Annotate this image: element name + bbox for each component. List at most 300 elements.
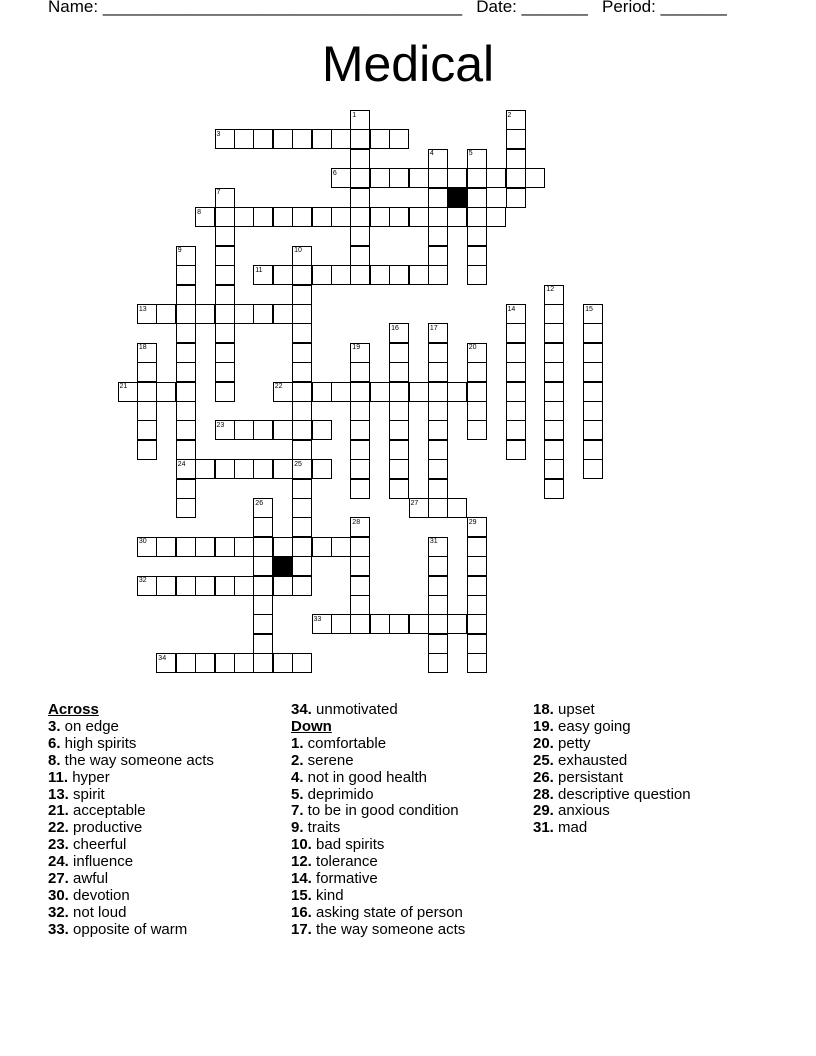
grid-cell[interactable] bbox=[583, 440, 603, 460]
grid-cell[interactable] bbox=[428, 168, 448, 188]
clue-number: 28 bbox=[352, 518, 361, 526]
clue-number: 15 bbox=[585, 305, 593, 313]
grid-cell[interactable] bbox=[350, 479, 370, 499]
grid-cell[interactable] bbox=[428, 595, 448, 615]
grid-cell[interactable] bbox=[137, 401, 157, 421]
grid-cell[interactable] bbox=[467, 634, 487, 654]
grid-cell[interactable] bbox=[215, 265, 235, 285]
grid-cell[interactable] bbox=[350, 595, 370, 615]
clue-number: 1 bbox=[352, 111, 357, 119]
grid-cell[interactable] bbox=[467, 207, 487, 227]
grid-cell[interactable] bbox=[234, 420, 254, 440]
clue-item-text: the way someone acts bbox=[311, 920, 466, 938]
grid-cell[interactable] bbox=[176, 265, 196, 285]
grid-cell[interactable] bbox=[215, 323, 235, 343]
grid-cell[interactable] bbox=[292, 556, 312, 576]
grid-cell[interactable] bbox=[292, 343, 312, 363]
grid-cell[interactable] bbox=[215, 576, 235, 596]
grid-cell[interactable] bbox=[428, 401, 448, 421]
grid-cell[interactable] bbox=[467, 168, 487, 188]
grid-cell[interactable] bbox=[215, 362, 235, 382]
grid-cell[interactable] bbox=[234, 459, 254, 479]
grid-cell[interactable] bbox=[176, 382, 196, 402]
grid-cell[interactable] bbox=[544, 459, 564, 479]
grid-cell[interactable] bbox=[350, 265, 370, 285]
grid-cell[interactable] bbox=[176, 401, 196, 421]
clue-item-number: 20. bbox=[533, 734, 554, 752]
clue-item bbox=[48, 820, 214, 837]
grid-cell[interactable] bbox=[350, 207, 370, 227]
grid-cell[interactable] bbox=[176, 285, 196, 305]
grid-cell[interactable] bbox=[544, 323, 564, 343]
grid-cell[interactable] bbox=[389, 265, 409, 285]
clue-number: 27 bbox=[410, 499, 419, 507]
clue-item bbox=[48, 803, 214, 820]
grid-cell[interactable] bbox=[506, 188, 526, 208]
grid-cell[interactable] bbox=[525, 168, 545, 188]
clue-item-text: persistant bbox=[553, 768, 624, 786]
clue-item-number: 33. bbox=[48, 920, 69, 938]
grid-cell[interactable] bbox=[331, 129, 351, 149]
grid-cell[interactable] bbox=[292, 440, 312, 460]
grid-cell[interactable] bbox=[447, 382, 467, 402]
grid-cell[interactable] bbox=[389, 614, 409, 634]
grid-cell[interactable] bbox=[467, 595, 487, 615]
grid-cell[interactable] bbox=[215, 226, 235, 246]
grid-cell[interactable] bbox=[370, 614, 390, 634]
clue-item bbox=[48, 837, 214, 854]
grid-cell[interactable] bbox=[467, 653, 487, 673]
clue-item-text: bad spirits bbox=[311, 836, 385, 854]
clue-item bbox=[533, 770, 691, 787]
grid-cell[interactable] bbox=[506, 401, 526, 421]
grid-cell[interactable] bbox=[506, 168, 526, 188]
grid-cell[interactable] bbox=[428, 343, 448, 363]
grid-cell[interactable] bbox=[583, 420, 603, 440]
clue-item-text: descriptive question bbox=[553, 785, 691, 803]
grid-cell[interactable] bbox=[234, 129, 254, 149]
clue-item-number: 17. bbox=[291, 920, 312, 938]
grid-cell[interactable] bbox=[428, 576, 448, 596]
grid-cell[interactable] bbox=[428, 382, 448, 402]
grid-cell[interactable] bbox=[428, 459, 448, 479]
grid-cell[interactable] bbox=[370, 168, 390, 188]
clue-item-text: high spirits bbox=[60, 734, 137, 752]
clue-item bbox=[291, 770, 465, 787]
grid-cell[interactable] bbox=[292, 401, 312, 421]
grid-cell[interactable] bbox=[350, 382, 370, 402]
grid-cell[interactable] bbox=[428, 420, 448, 440]
grid-cell[interactable] bbox=[215, 343, 235, 363]
grid-cell[interactable] bbox=[544, 440, 564, 460]
grid-cell[interactable] bbox=[195, 304, 215, 324]
grid-cell[interactable] bbox=[234, 653, 254, 673]
grid-cell[interactable] bbox=[312, 207, 332, 227]
clue-item-text: unmotivated bbox=[311, 701, 398, 718]
grid-cell[interactable] bbox=[253, 595, 273, 615]
grid-cell[interactable] bbox=[428, 479, 448, 499]
grid-cell[interactable] bbox=[350, 440, 370, 460]
grid-cell[interactable] bbox=[292, 517, 312, 537]
grid-cell[interactable] bbox=[506, 149, 526, 169]
grid-cell[interactable] bbox=[137, 420, 157, 440]
grid-cell[interactable] bbox=[273, 459, 293, 479]
grid-cell[interactable] bbox=[350, 129, 370, 149]
grid-cell[interactable] bbox=[350, 149, 370, 169]
grid-cell[interactable] bbox=[428, 498, 448, 518]
grid-cell[interactable] bbox=[506, 420, 526, 440]
grid-cell[interactable] bbox=[176, 576, 196, 596]
black-cell bbox=[273, 556, 293, 576]
grid-cell[interactable] bbox=[292, 498, 312, 518]
clue-item-text: not loud bbox=[68, 903, 127, 921]
clue-item-text: acceptable bbox=[68, 802, 146, 820]
grid-cell[interactable] bbox=[350, 459, 370, 479]
grid-cell[interactable] bbox=[195, 653, 215, 673]
grid-cell[interactable] bbox=[467, 265, 487, 285]
grid-cell[interactable] bbox=[428, 653, 448, 673]
period-blank[interactable]: _______ bbox=[660, 0, 727, 16]
grid-cell[interactable] bbox=[583, 362, 603, 382]
clue-item-text: asking state of person bbox=[311, 903, 463, 921]
grid-cell[interactable] bbox=[370, 129, 390, 149]
grid-cell[interactable] bbox=[447, 614, 467, 634]
grid-cell[interactable] bbox=[137, 382, 157, 402]
clue-item-number: 25. bbox=[533, 751, 554, 769]
grid-cell[interactable] bbox=[467, 246, 487, 266]
grid-cell[interactable] bbox=[215, 285, 235, 305]
grid-cell[interactable] bbox=[428, 207, 448, 227]
clue-item-text: exhausted bbox=[553, 751, 628, 769]
clue-item-number: 4. bbox=[291, 768, 304, 786]
clue-item-text: on edge bbox=[60, 717, 119, 735]
grid-cell[interactable] bbox=[273, 537, 293, 557]
clue-item bbox=[291, 803, 465, 820]
grid-cell[interactable] bbox=[176, 498, 196, 518]
grid-cell[interactable] bbox=[331, 537, 351, 557]
grid-cell[interactable] bbox=[467, 420, 487, 440]
grid-cell[interactable] bbox=[428, 362, 448, 382]
grid-cell[interactable] bbox=[156, 304, 176, 324]
grid-cell[interactable] bbox=[234, 576, 254, 596]
grid-cell[interactable] bbox=[389, 401, 409, 421]
grid-cell[interactable] bbox=[273, 129, 293, 149]
grid-cell[interactable] bbox=[253, 459, 273, 479]
grid-cell[interactable] bbox=[137, 440, 157, 460]
grid-cell[interactable] bbox=[195, 537, 215, 557]
clue-item-text: petty bbox=[553, 734, 591, 752]
grid-cell[interactable] bbox=[292, 304, 312, 324]
grid-cell[interactable] bbox=[215, 304, 235, 324]
clue-item bbox=[48, 922, 214, 939]
clue-number: 31 bbox=[429, 538, 438, 546]
name-blank[interactable]: ______________________________________ bbox=[102, 0, 463, 16]
grid-cell[interactable] bbox=[370, 207, 390, 227]
grid-cell[interactable] bbox=[409, 614, 429, 634]
grid-cell[interactable] bbox=[583, 401, 603, 421]
grid-cell[interactable] bbox=[312, 265, 332, 285]
grid-cell[interactable] bbox=[583, 459, 603, 479]
clues-column-3 bbox=[533, 702, 691, 837]
clue-number: 17 bbox=[429, 324, 438, 332]
grid-cell[interactable] bbox=[273, 653, 293, 673]
grid-cell[interactable] bbox=[253, 517, 273, 537]
grid-cell[interactable] bbox=[312, 459, 332, 479]
grid-cell[interactable] bbox=[506, 362, 526, 382]
grid-cell[interactable] bbox=[409, 265, 429, 285]
clue-item bbox=[291, 787, 465, 804]
grid-cell[interactable] bbox=[486, 207, 506, 227]
grid-cell[interactable] bbox=[215, 246, 235, 266]
grid-cell[interactable] bbox=[350, 614, 370, 634]
grid-cell[interactable] bbox=[273, 304, 293, 324]
grid-cell[interactable] bbox=[467, 401, 487, 421]
grid-cell[interactable] bbox=[176, 323, 196, 343]
grid-cell[interactable] bbox=[389, 207, 409, 227]
grid-cell[interactable] bbox=[234, 207, 254, 227]
clue-number: 19 bbox=[352, 344, 361, 352]
clue-number: 14 bbox=[507, 305, 516, 313]
grid-cell[interactable] bbox=[253, 537, 273, 557]
grid-cell[interactable] bbox=[350, 188, 370, 208]
grid-cell[interactable] bbox=[292, 207, 312, 227]
grid-cell[interactable] bbox=[215, 653, 235, 673]
grid-cell[interactable] bbox=[506, 323, 526, 343]
grid-cell[interactable] bbox=[292, 323, 312, 343]
grid-cell[interactable] bbox=[467, 614, 487, 634]
clue-number: 24 bbox=[177, 460, 186, 468]
grid-cell[interactable] bbox=[215, 537, 235, 557]
grid-cell[interactable] bbox=[506, 129, 526, 149]
grid-cell[interactable] bbox=[331, 207, 351, 227]
clue-item bbox=[48, 719, 214, 736]
clue-number: 33 bbox=[313, 615, 322, 623]
grid-cell[interactable] bbox=[447, 207, 467, 227]
grid-cell[interactable] bbox=[253, 614, 273, 634]
grid-cell[interactable] bbox=[350, 168, 370, 188]
grid-cell[interactable] bbox=[176, 420, 196, 440]
clue-number: 30 bbox=[138, 538, 147, 546]
grid-cell[interactable] bbox=[292, 265, 312, 285]
grid-cell[interactable] bbox=[544, 382, 564, 402]
grid-cell[interactable] bbox=[331, 614, 351, 634]
grid-cell[interactable] bbox=[176, 440, 196, 460]
grid-cell[interactable] bbox=[428, 265, 448, 285]
grid-cell[interactable] bbox=[176, 304, 196, 324]
grid-cell[interactable] bbox=[506, 440, 526, 460]
grid-cell[interactable] bbox=[350, 537, 370, 557]
grid-cell[interactable] bbox=[292, 479, 312, 499]
grid-cell[interactable] bbox=[234, 304, 254, 324]
grid-cell[interactable] bbox=[544, 479, 564, 499]
grid-cell[interactable] bbox=[583, 343, 603, 363]
grid-cell[interactable] bbox=[506, 382, 526, 402]
date-blank[interactable]: _______ bbox=[521, 0, 588, 16]
grid-cell[interactable] bbox=[409, 207, 429, 227]
grid-cell[interactable] bbox=[312, 420, 332, 440]
clue-number: 29 bbox=[468, 518, 477, 526]
clue-number: 2 bbox=[507, 111, 512, 119]
grid-cell[interactable] bbox=[176, 537, 196, 557]
grid-cell[interactable] bbox=[292, 576, 312, 596]
grid-cell[interactable] bbox=[428, 440, 448, 460]
grid-cell[interactable] bbox=[409, 382, 429, 402]
grid-cell[interactable] bbox=[350, 420, 370, 440]
grid-cell[interactable] bbox=[389, 479, 409, 499]
clue-item-number: 13. bbox=[48, 785, 69, 803]
grid-cell[interactable] bbox=[544, 420, 564, 440]
grid-cell[interactable] bbox=[467, 226, 487, 246]
clue-item-number: 31. bbox=[533, 819, 554, 837]
grid-cell[interactable] bbox=[428, 246, 448, 266]
grid-cell[interactable] bbox=[312, 382, 332, 402]
clue-item-text: not in good health bbox=[303, 768, 427, 786]
grid-cell[interactable] bbox=[428, 614, 448, 634]
grid-cell[interactable] bbox=[544, 343, 564, 363]
clue-item-text: mad bbox=[553, 819, 588, 837]
grid-cell[interactable] bbox=[389, 129, 409, 149]
grid-cell[interactable] bbox=[292, 537, 312, 557]
black-cell bbox=[447, 188, 467, 208]
clue-item-text: opposite of warm bbox=[68, 920, 188, 938]
grid-cell[interactable] bbox=[312, 537, 332, 557]
grid-cell[interactable] bbox=[350, 556, 370, 576]
grid-cell[interactable] bbox=[428, 634, 448, 654]
grid-cell[interactable] bbox=[370, 382, 390, 402]
grid-cell[interactable] bbox=[292, 285, 312, 305]
grid-cell[interactable] bbox=[253, 304, 273, 324]
grid-cell[interactable] bbox=[544, 401, 564, 421]
clue-item bbox=[48, 871, 214, 888]
grid-cell[interactable] bbox=[350, 576, 370, 596]
grid-cell[interactable] bbox=[447, 498, 467, 518]
grid-cell[interactable] bbox=[215, 459, 235, 479]
grid-cell[interactable] bbox=[447, 168, 467, 188]
clue-item bbox=[533, 736, 691, 753]
grid-cell[interactable] bbox=[389, 420, 409, 440]
grid-cell[interactable] bbox=[195, 459, 215, 479]
grid-cell[interactable] bbox=[389, 362, 409, 382]
grid-cell[interactable] bbox=[331, 382, 351, 402]
grid-cell[interactable] bbox=[253, 576, 273, 596]
grid-cell[interactable] bbox=[156, 537, 176, 557]
grid-cell[interactable] bbox=[389, 382, 409, 402]
period-label: Period: bbox=[602, 0, 656, 16]
grid-cell[interactable] bbox=[176, 343, 196, 363]
clue-item-text: influence bbox=[68, 853, 134, 871]
grid-cell[interactable] bbox=[467, 556, 487, 576]
clue-item-number: 15. bbox=[291, 886, 312, 904]
grid-cell[interactable] bbox=[389, 440, 409, 460]
grid-cell[interactable] bbox=[215, 207, 235, 227]
clue-number: 22 bbox=[274, 383, 283, 391]
grid-cell[interactable] bbox=[253, 556, 273, 576]
grid-cell[interactable] bbox=[389, 168, 409, 188]
grid-cell[interactable] bbox=[350, 226, 370, 246]
grid-cell[interactable] bbox=[156, 576, 176, 596]
grid-cell[interactable] bbox=[544, 362, 564, 382]
grid-cell[interactable] bbox=[253, 634, 273, 654]
grid-cell[interactable] bbox=[292, 653, 312, 673]
clue-number: 10 bbox=[294, 247, 302, 255]
clue-number: 23 bbox=[216, 421, 225, 429]
clue-item-text: spirit bbox=[68, 785, 105, 803]
grid-cell[interactable] bbox=[350, 362, 370, 382]
clue-item-number: 16. bbox=[291, 903, 312, 921]
grid-cell[interactable] bbox=[506, 343, 526, 363]
clue-number: 18 bbox=[138, 344, 147, 352]
grid-cell[interactable] bbox=[292, 129, 312, 149]
clue-item-number: 29. bbox=[533, 802, 554, 820]
grid-cell[interactable] bbox=[137, 362, 157, 382]
clue-number: 5 bbox=[468, 150, 473, 158]
clue-item-number: 22. bbox=[48, 819, 69, 837]
clue-item bbox=[533, 803, 691, 820]
clue-number: 20 bbox=[468, 344, 477, 352]
clue-item bbox=[291, 871, 465, 888]
grid-cell[interactable] bbox=[253, 420, 273, 440]
grid-cell[interactable] bbox=[253, 129, 273, 149]
grid-cell[interactable] bbox=[409, 168, 429, 188]
grid-cell[interactable] bbox=[312, 129, 332, 149]
clue-number: 11 bbox=[255, 266, 263, 274]
clue-item-text: kind bbox=[311, 886, 344, 904]
grid-cell[interactable] bbox=[176, 362, 196, 382]
clue-item bbox=[291, 753, 465, 770]
grid-cell[interactable] bbox=[273, 207, 293, 227]
grid-cell[interactable] bbox=[176, 479, 196, 499]
grid-cell[interactable] bbox=[389, 459, 409, 479]
grid-cell[interactable] bbox=[370, 265, 390, 285]
grid-cell[interactable] bbox=[195, 576, 215, 596]
grid-cell[interactable] bbox=[273, 265, 293, 285]
grid-cell[interactable] bbox=[389, 343, 409, 363]
grid-cell[interactable] bbox=[273, 576, 293, 596]
grid-cell[interactable] bbox=[486, 168, 506, 188]
clue-item-number: 30. bbox=[48, 886, 69, 904]
grid-cell[interactable] bbox=[331, 265, 351, 285]
grid-cell[interactable] bbox=[234, 537, 254, 557]
grid-cell[interactable] bbox=[215, 382, 235, 402]
grid-cell[interactable] bbox=[253, 653, 273, 673]
grid-cell[interactable] bbox=[350, 246, 370, 266]
grid-cell[interactable] bbox=[292, 382, 312, 402]
grid-cell[interactable] bbox=[273, 420, 293, 440]
grid-cell[interactable] bbox=[467, 576, 487, 596]
grid-cell[interactable] bbox=[428, 556, 448, 576]
grid-cell[interactable] bbox=[428, 226, 448, 246]
grid-cell[interactable] bbox=[467, 537, 487, 557]
clue-item-text: hyper bbox=[68, 768, 110, 786]
grid-cell[interactable] bbox=[467, 188, 487, 208]
clue-item bbox=[48, 736, 214, 753]
clue-item bbox=[291, 888, 465, 905]
grid-cell[interactable] bbox=[253, 207, 273, 227]
clue-item-number: 14. bbox=[291, 870, 312, 888]
grid-cell[interactable] bbox=[156, 382, 176, 402]
grid-cell[interactable] bbox=[428, 188, 448, 208]
grid-cell[interactable] bbox=[292, 362, 312, 382]
grid-cell[interactable] bbox=[467, 362, 487, 382]
clue-item bbox=[48, 854, 214, 871]
grid-cell[interactable] bbox=[176, 653, 196, 673]
grid-cell[interactable] bbox=[583, 323, 603, 343]
grid-cell[interactable] bbox=[292, 420, 312, 440]
grid-cell[interactable] bbox=[467, 382, 487, 402]
grid-cell[interactable] bbox=[544, 304, 564, 324]
grid-cell[interactable] bbox=[583, 382, 603, 402]
grid-cell[interactable] bbox=[350, 401, 370, 421]
